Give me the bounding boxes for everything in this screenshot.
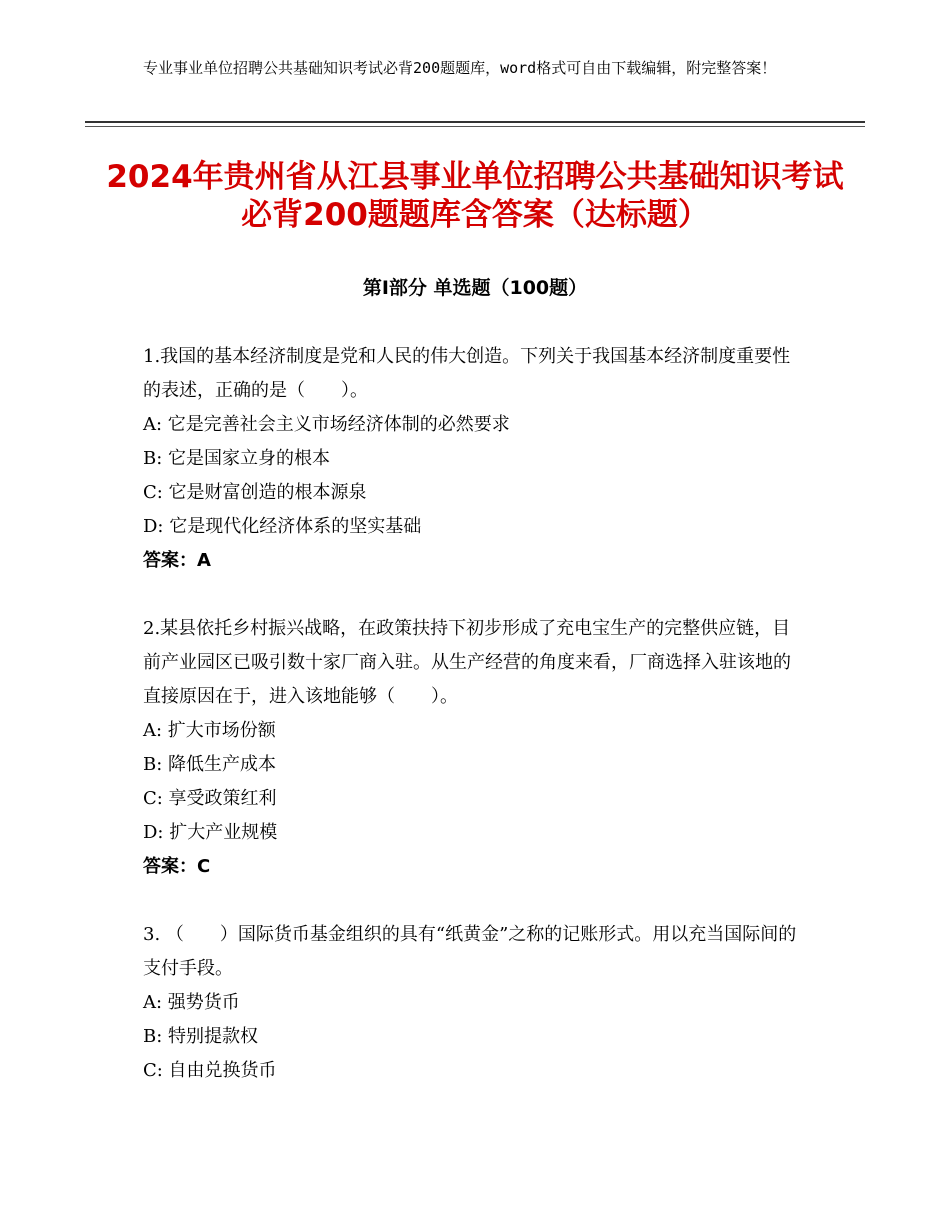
- option-b: B: 降低生产成本: [143, 754, 277, 775]
- answer-line: [143, 850, 808, 884]
- option-c: C: 它是财富创造的根本源泉: [143, 482, 367, 503]
- option-c: C: 自由兑换货币: [143, 1060, 277, 1081]
- document-title: 2024年贵州省从江县事业单位招聘公共基础知识考试必背200题题库含答案（达标题）: [106, 159, 844, 233]
- header-note: 专业事业单位招聘公共基础知识考试必背200题题库，word格式可自由下载编辑，附完整答案！: [143, 59, 777, 77]
- question-1: [143, 340, 808, 578]
- section-heading: 第Ⅰ部分 单选题（100题）: [362, 277, 588, 299]
- option-a: A: 它是完善社会主义市场经济体制的必然要求: [143, 414, 510, 435]
- option-d: D: 扩大产业规模: [143, 822, 278, 843]
- question-list: [143, 340, 808, 1122]
- answer-value: A: [197, 550, 211, 571]
- answer-value: C: [197, 856, 211, 877]
- option-d: D: 它是现代化经济体系的坚实基础: [143, 516, 422, 537]
- option-b: B: 它是国家立身的根本: [143, 448, 331, 469]
- option-a: A: 扩大市场份额: [143, 720, 276, 741]
- answer-label: 答案：: [143, 856, 197, 877]
- question-text: 1.我国的基本经济制度是党和人民的伟大创造。下列关于我国基本经济制度重要性的表述，正确的是（ ）。: [143, 346, 791, 401]
- header-divider-thin: [85, 126, 865, 127]
- answer-label: 答案：: [143, 550, 197, 571]
- header-divider-thick: [85, 121, 865, 123]
- option-a: A: 强势货币: [143, 992, 240, 1013]
- question-text: 2.某县依托乡村振兴战略，在政策扶持下初步形成了充电宝生产的完整供应链，目前产业园区已吸引数十家厂商入驻。从生产经营的角度来看，厂商选择入驻该地的直接原因在于，进入该地能够（ ）。: [143, 618, 791, 707]
- answer-line: [143, 544, 808, 578]
- question-3: [143, 918, 808, 1088]
- question-text: 3. （ ）国际货币基金组织的具有“纸黄金”之称的记账形式。用以充当国际间的支付手段。: [143, 924, 797, 979]
- option-b: B: 特别提款权: [143, 1026, 259, 1047]
- option-c: C: 享受政策红利: [143, 788, 277, 809]
- question-2: [143, 612, 808, 884]
